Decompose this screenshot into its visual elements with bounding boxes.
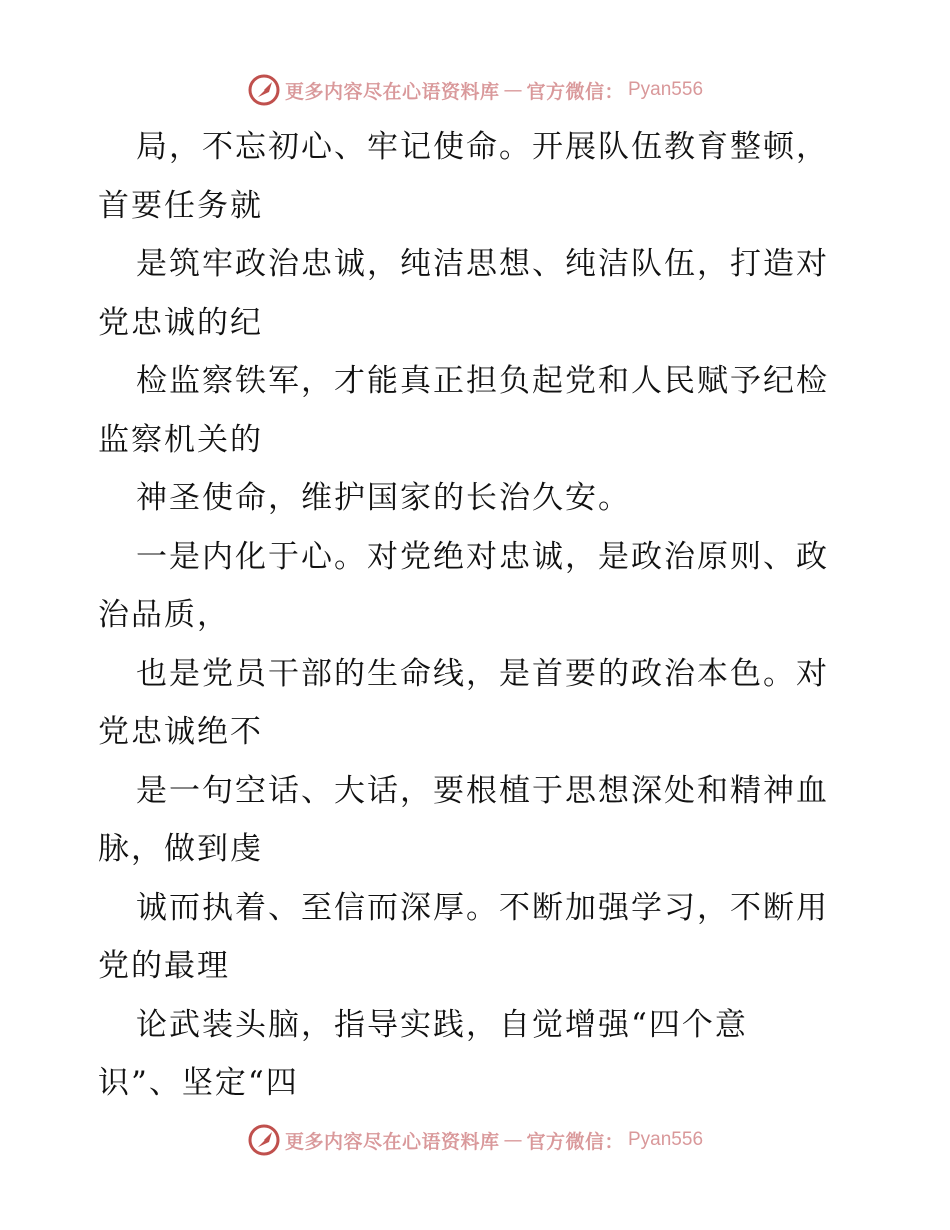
- watermark-account-id: Pyan556: [628, 1129, 704, 1150]
- text-line: 检监察铁军，才能真正担负起党和人民赋予纪检: [136, 363, 829, 399]
- text-line: 局，不忘初心、牢记使命。开展队伍教育整顿，: [136, 129, 829, 165]
- text-line: 监察机关的: [98, 421, 263, 458]
- footer-watermark: [0, 1120, 950, 1160]
- text-line: 脉，做到虔: [98, 831, 263, 867]
- text-line: 党的最理: [98, 948, 230, 984]
- header-watermark: [0, 70, 950, 110]
- watermark-text: 更多内容尽在心语资料库: [284, 1130, 500, 1153]
- text-line: 诚而执着、至信而深厚。不断加强学习，不断用: [136, 889, 829, 926]
- watermark-dash: —: [503, 1129, 523, 1151]
- text-line: 神圣使命，维护国家的长治久安。: [136, 480, 631, 516]
- text-line: 一是内化于心。对党绝对忠诚，是政治原则、政: [136, 538, 829, 575]
- text-line: 识”、坚定“四: [98, 1065, 299, 1101]
- watermark-text: 更多内容尽在心语资料库: [284, 80, 500, 103]
- watermark-account-label: 官方微信：: [526, 1130, 624, 1153]
- text-line: 也是党员干部的生命线，是首要的政治本色。对: [136, 655, 829, 692]
- feather-pen-logo-icon: [247, 73, 281, 107]
- watermark-account-label: 官方微信：: [526, 80, 624, 103]
- text-line: 治品质，: [98, 597, 230, 633]
- feather-pen-logo-icon: [247, 1123, 281, 1157]
- text-line: 党忠诚的纪: [98, 304, 263, 341]
- text-line: 党忠诚绝不: [98, 714, 263, 750]
- document-body: [98, 118, 858, 1113]
- text-line: 是一句空话、大话，要根植于思想深处和精神血: [136, 772, 829, 809]
- text-line: 首要任务就: [98, 187, 263, 224]
- text-line: 论武装头脑，指导实践，自觉增强“四个意: [136, 1006, 748, 1043]
- watermark-dash: —: [503, 79, 523, 101]
- text-line: 是筑牢政治忠诚，纯洁思想、纯洁队伍，打造对: [136, 246, 829, 282]
- watermark-account-id: Pyan556: [628, 79, 704, 100]
